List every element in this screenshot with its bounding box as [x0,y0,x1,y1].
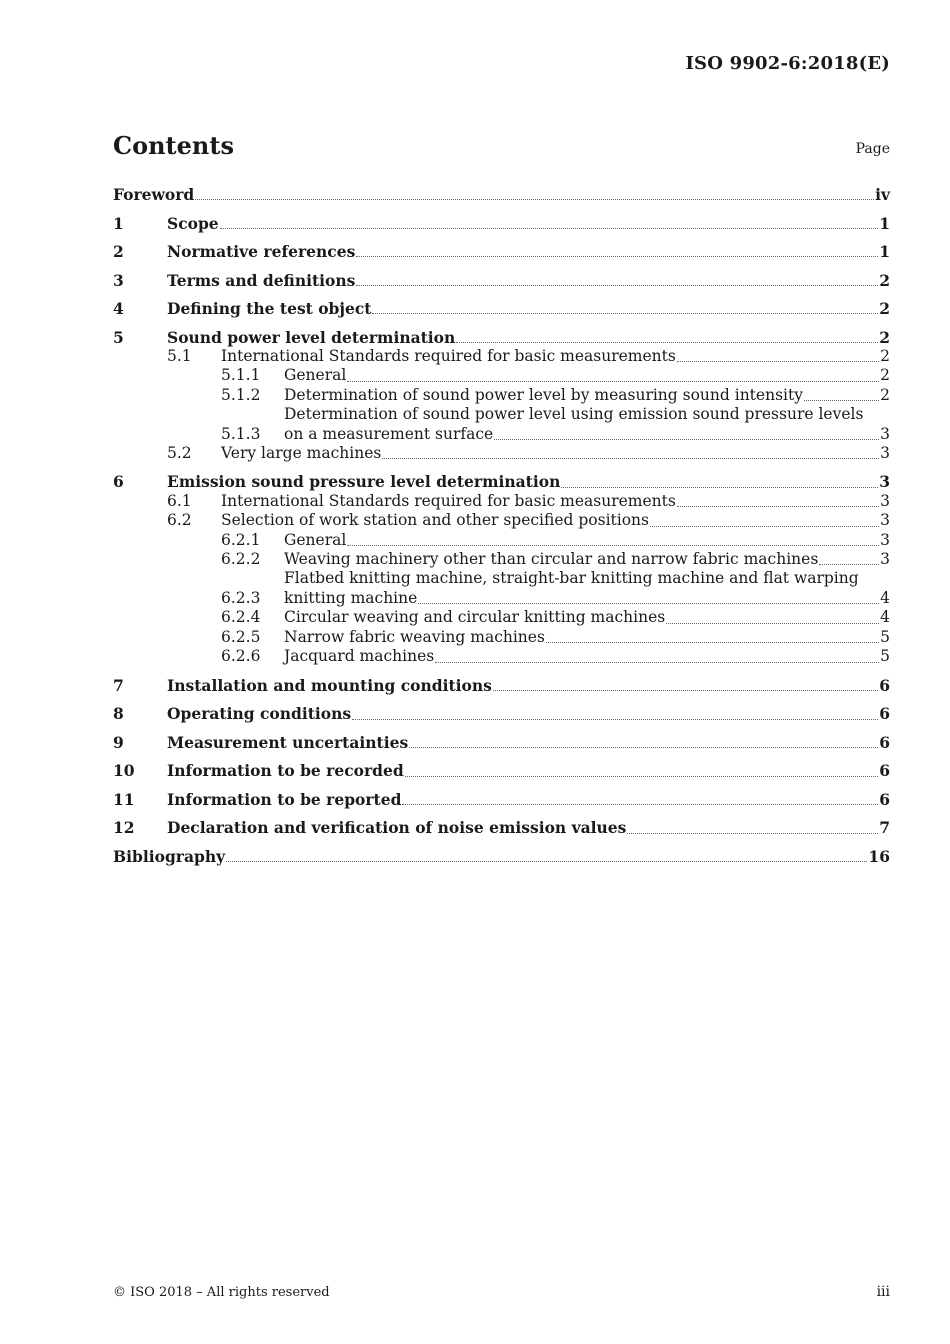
toc-entry-title: Defining the test object [167,299,372,318]
toc-entry-page: 7 [879,818,890,838]
toc-entry-page: 2 [879,270,890,290]
toc-entry-page: 5 [880,627,890,646]
toc-entry-title: International Standards required for basic measurements [221,346,676,365]
toc-entry-page: 3 [880,491,890,510]
toc-entry-title: Jacquard machines [284,647,435,666]
toc-entry-title: Declaration and verification of noise emission values [167,818,627,838]
toc-entry-title-continued: on a measurement surface [284,424,494,443]
dot-leader [677,506,879,507]
toc-entry[interactable] [113,608,890,627]
toc-entry-number: 2 [113,242,124,261]
toc-entry-page: 4 [880,608,890,627]
toc-entry[interactable] [113,531,890,550]
dot-leader [819,564,879,565]
toc-entry[interactable] [113,299,890,318]
dot-leader [382,458,879,459]
toc-entry-number: 5.1 [167,346,192,365]
dot-leader [627,833,878,834]
toc-entry-number: 6.2.3 [221,588,261,607]
toc-entry-number: 6 [113,472,124,492]
toc-entry[interactable] [113,242,890,261]
document-id: ISO 9902-6:2018(E) [685,53,890,74]
dot-leader [418,603,879,604]
toc-entry-page: 6 [879,704,890,724]
toc-entry[interactable] [113,628,890,647]
toc-entry-title: Selection of work station and other specified positions [221,511,649,530]
toc-entry-number: 5.1.3 [221,424,261,443]
toc-entry-number: 6.2.6 [221,647,261,666]
dot-leader [402,804,878,805]
toc-entry[interactable] [113,676,890,695]
toc-entry[interactable] [113,472,890,491]
toc-entry-page: 2 [879,327,890,347]
dot-leader [409,747,878,748]
dot-leader [677,361,879,362]
footer-copyright: © ISO 2018 – All rights reserved [113,1285,330,1300]
toc-entry-number: 5.1.2 [221,385,261,404]
toc-entry[interactable] [113,733,890,752]
toc-entry[interactable] [113,647,890,666]
toc-entry[interactable] [113,386,890,405]
toc-entry-number: 6.2.1 [221,530,261,549]
toc-entry-page: 3 [880,511,890,530]
dot-leader [650,526,879,527]
toc-entry-title: Information to be recorded [167,761,404,781]
toc-entry-title: Normative references [167,242,356,261]
toc-entry-number: 11 [113,789,135,809]
toc-entry-page: 6 [879,789,890,809]
dot-leader [356,256,878,257]
dot-leader [456,342,878,343]
toc-entry-page: 3 [880,530,890,549]
toc-entry-number: 4 [113,299,124,318]
toc-entry-number: 9 [113,732,124,752]
toc-entry-page: 2 [880,385,890,404]
toc-entry-page: 3 [879,472,890,492]
toc-entry-title: Measurement uncertainties [167,732,409,752]
toc-entry[interactable] [113,366,890,385]
toc-entry-title: Information to be reported [167,789,402,809]
toc-entry-number: 12 [113,818,135,838]
toc-entry-title: Bibliography [113,846,226,866]
dot-leader [195,199,874,200]
toc-entry-title: Determination of sound power level using emission sound pressure levels [284,405,864,424]
toc-entry[interactable] [113,185,890,204]
dot-leader [561,487,878,488]
toc-entry[interactable] [113,847,890,866]
toc-entry[interactable] [113,569,890,608]
toc-entry[interactable] [113,761,890,780]
dot-leader [356,285,878,286]
toc-entry-page: 6 [879,675,890,695]
dot-leader [220,228,879,229]
toc-entry-page: iv [875,185,890,204]
toc-entry-number: 10 [113,761,135,781]
toc-entry-number: 1 [113,213,124,233]
toc-entry-number: 7 [113,675,124,695]
toc-entry-page: 6 [879,732,890,752]
toc-entry-title: International Standards required for basic measurements [221,491,676,510]
toc-entry-title: Scope [167,213,219,233]
toc-entry[interactable] [113,405,890,444]
toc-entry[interactable] [113,704,890,723]
toc-entry-title: Very large machines [221,443,382,462]
dot-leader [546,642,879,643]
toc-entry-page: 2 [880,346,890,365]
toc-entry-page: 4 [880,588,890,607]
toc-entry[interactable] [113,347,890,366]
toc-entry-page: 3 [880,550,890,569]
toc-entry-title: Emission sound pressure level determination [167,472,561,492]
toc-entry-title: General [284,366,347,385]
dot-leader [804,400,879,401]
toc-entry[interactable] [113,444,890,463]
toc-entry-title: Circular weaving and circular knitting machines [284,608,666,627]
dot-leader [435,662,879,663]
toc-entry-title: Flatbed knitting machine, straight-bar knitting machine and flat warping [284,569,859,588]
toc-entry[interactable] [113,214,890,233]
toc-entry-title: Foreword [113,185,195,204]
toc-entry[interactable] [113,511,890,530]
dot-leader [347,381,879,382]
toc-entry[interactable] [113,818,890,837]
toc-entry[interactable] [113,328,890,347]
toc-entry-number: 5.1.1 [221,366,261,385]
toc-entry-title: Operating conditions [167,704,352,724]
toc-entry[interactable] [113,492,890,511]
toc-entry-number: 6.2.5 [221,627,261,646]
toc-entry-number: 5.2 [167,443,192,462]
toc-entry-number: 6.2.4 [221,608,261,627]
toc-entry[interactable] [113,790,890,809]
toc-entry[interactable] [113,550,890,569]
dot-leader [372,313,878,314]
toc-entry-page: 16 [868,846,890,866]
dot-leader [347,545,879,546]
toc-entry-page: 3 [880,443,890,462]
toc-entry[interactable] [113,271,890,290]
toc-entry-title: Installation and mounting conditions [167,675,492,695]
table-of-contents [113,185,890,866]
toc-entry-page: 1 [879,242,890,261]
toc-entry-page: 2 [880,366,890,385]
dot-leader [352,719,878,720]
toc-entry-number: 6.2.2 [221,550,261,569]
toc-entry-number: 3 [113,270,124,290]
page-column-label: Page [855,141,890,157]
footer-page-number: iii [876,1284,890,1300]
contents-title: Contents [113,131,234,160]
toc-entry-title: Narrow fabric weaving machines [284,627,545,646]
toc-entry-title: Determination of sound power level by measuring sound intensity [284,385,803,404]
dot-leader [405,776,879,777]
toc-entry-page: 5 [880,647,890,666]
toc-entry-page: 1 [879,213,890,233]
toc-entry-page: 2 [879,299,890,318]
toc-entry-title-continued: knitting machine [284,588,418,607]
toc-entry-number: 6.2 [167,511,192,530]
toc-entry-number: 8 [113,704,124,724]
toc-entry-title: Terms and definitions [167,270,356,290]
toc-entry-page: 6 [879,761,890,781]
dot-leader [666,623,879,624]
toc-entry-number: 5 [113,327,124,347]
toc-entry-title: Sound power level determination [167,327,456,347]
dot-leader [226,861,867,862]
dot-leader [494,439,879,440]
toc-entry-title: Weaving machinery other than circular and narrow fabric machines [284,550,819,569]
toc-entry-number: 6.1 [167,491,192,510]
toc-entry-title: General [284,530,347,549]
toc-entry-page: 3 [880,424,890,443]
dot-leader [493,690,878,691]
